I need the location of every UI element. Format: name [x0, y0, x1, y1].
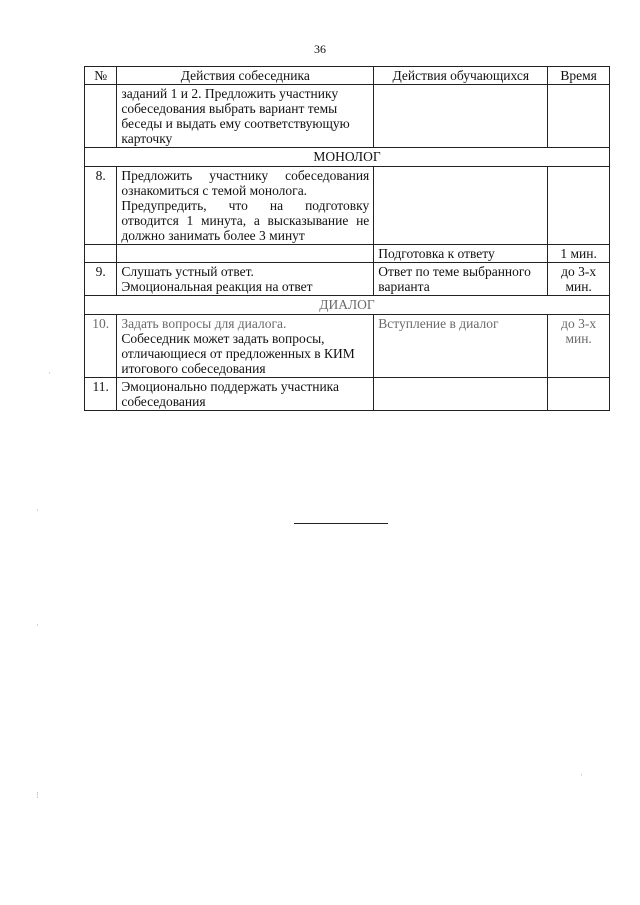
action-line: Предложить участнику собеседования ознакомиться с темой монолога. [121, 168, 370, 198]
interviewer-action-cell [117, 167, 374, 245]
student-action-cell: Ответ по теме выбранного варианта [374, 263, 548, 296]
section-row-monolog [85, 148, 610, 167]
scan-speck: · [48, 368, 51, 378]
action-line: Слушать устный ответ. [121, 264, 254, 279]
table-header-row [85, 67, 610, 85]
table-row [85, 245, 610, 263]
time-cell: 1 мин. [548, 245, 610, 263]
action-line: Предупредить, что на подготовку отводится 1 минута, а высказывание не должно занимать более 3 минут [121, 198, 370, 243]
time-cell: до 3-х мин. [548, 315, 610, 378]
row-number: 9. [85, 263, 117, 296]
row-number: 10. [85, 315, 117, 378]
header-student-actions: Действия обучающихся [374, 67, 548, 85]
row-number: 11. [85, 378, 117, 411]
table-row [85, 85, 610, 148]
scan-speck: · [36, 620, 39, 630]
time-cell: до 3-х мин. [548, 263, 610, 296]
student-action-cell: Вступление в диалог [374, 315, 548, 378]
table-row [85, 167, 610, 245]
student-action-cell: Подготовка к ответу [374, 245, 548, 263]
table-row [85, 315, 610, 378]
end-rule [294, 523, 388, 524]
action-line: Задать вопросы для диалога. [121, 316, 287, 331]
header-number: № [85, 67, 117, 85]
table-row [85, 378, 610, 411]
scan-speck: ⁝ [36, 790, 39, 800]
procedure-table [84, 66, 610, 411]
interviewer-action-cell [117, 263, 374, 296]
header-interviewer-actions: Действия собеседника [117, 67, 374, 85]
page-number: 36 [314, 42, 326, 56]
interviewer-action-cell [117, 315, 374, 378]
header-time: Время [548, 67, 610, 85]
section-title-dialog: ДИАЛОГ [85, 296, 610, 315]
interviewer-action-cell: Эмоционально поддержать участника собеседования [117, 378, 374, 411]
action-line: Эмоциональная реакция на ответ [121, 279, 313, 294]
continuation-cell: заданий 1 и 2. Предложить участнику собеседования выбрать вариант темы беседы и выдать ему соответствующую карточку [117, 85, 374, 148]
table-row [85, 263, 610, 296]
scan-speck: · [36, 505, 39, 515]
action-line: Собеседник может задать вопросы, отличающиеся от предложенных в КИМ итогового собеседования [121, 331, 355, 376]
section-row-dialog [85, 296, 610, 315]
section-title-monolog: МОНОЛОГ [85, 148, 610, 167]
scan-speck: · [580, 770, 583, 780]
row-number: 8. [85, 167, 117, 245]
